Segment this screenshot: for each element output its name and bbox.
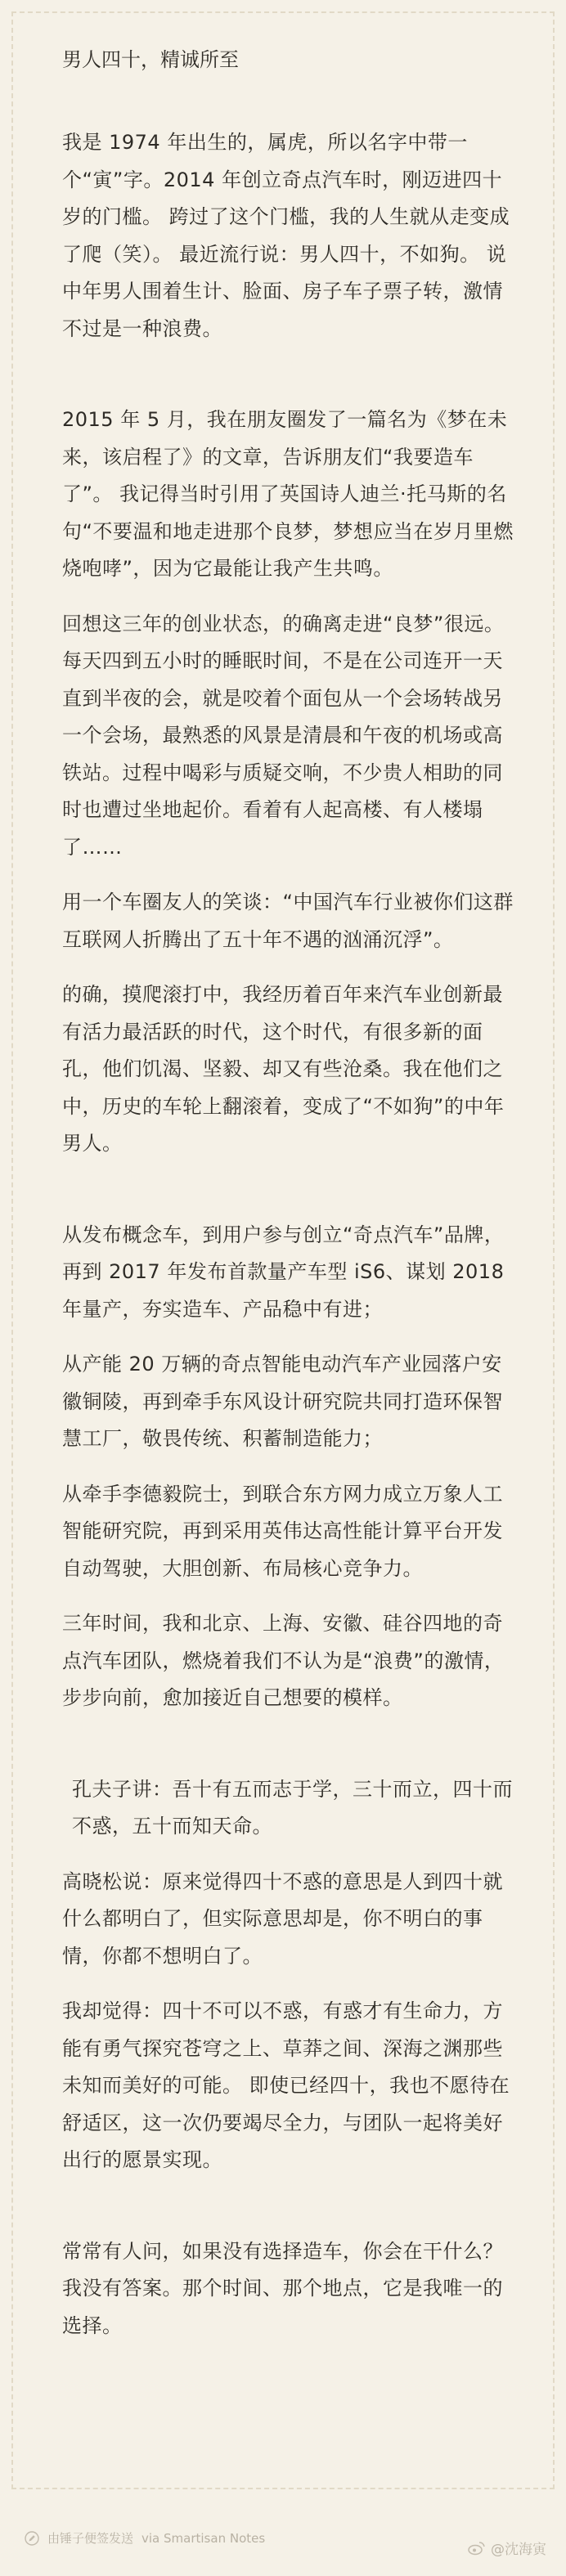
watermark [468, 2538, 546, 2558]
paragraph-7: 从产能 20 万辆的奇点智能电动汽车产业园落户安徽铜陵，再到牵手东风设计研究院共同打造环保智慧工厂，敬畏传统、积蓄制造能力； [62, 1353, 503, 1450]
app-name-label: via Smartisan Notes [142, 2530, 266, 2546]
paragraph-13: 常常有人问，如果没有选择造车，你会在干什么？我没有答案。那个时间、那个地点，它是我唯一的选择。 [62, 2239, 503, 2337]
note-title: 男人四十，精诚所至 [62, 48, 239, 71]
paragraph-8: 从牵手李德毅院士，到联合东方网力成立万象人工智能研究院，再到采用英伟达高性能计算平台开发自动驾驶，大胆创新、布局核心竞争力。 [62, 1482, 503, 1580]
sent-via-label: 由锤子便签发送 [47, 2531, 134, 2546]
paragraph-1: 我是 1974 年出生的，属虎，所以名字中带一个“寅”字。2014 年创立奇点汽车时，刚迈进四十岁的门槛。 跨过了这个门槛，我的人生就从走变成了爬（笑）。 最近流行说：男人四十，不如狗。 说中年男人围着生计、脸面、房子车子票子转，激情不过是一种浪费。 [62, 131, 510, 340]
paragraph-11: 高晓松说：原来觉得四十不惑的意思是人到四十就什么都明白了，但实际意思却是，你不明白的事情，你都不想明白了。 [62, 1869, 503, 1968]
weibo-icon [468, 2541, 486, 2556]
paragraph-3: 回想这三年的创业状态，的确离走进“良梦”很远。每天四到五小时的睡眠时间，不是在公司连开一天直到半夜的会，就是咬着个面包从一个会场转战另一个会场，最熟悉的风景是清晨和午夜的机场或高铁站。过程中喝彩与质疑交响，不少贵人相助的同时也遭过坐地起价。看着有人起高楼、有人楼塌了…… [62, 612, 505, 859]
paragraph-4: 用一个车圈友人的笑谈：“中国汽车行业被你们这群互联网人折腾出了五十年不遇的汹涌沉浮”。 [62, 891, 514, 951]
sent-via-note [25, 2529, 265, 2547]
paragraph-6: 从发布概念车，到用户参与创立“奇点汽车”品牌，再到 2017 年发布首款量产车型 iS6、谋划 2018 年量产，夯实造车、产品稳中有进； [62, 1223, 505, 1321]
paragraph-9: 三年时间，我和北京、上海、安徽、硅谷四地的奇点汽车团队，燃烧着我们不认为是“浪费”的激情，步步向前，愈加接近自己想要的模样。 [62, 1612, 505, 1709]
paragraph-12: 我却觉得：四十不可以不惑，有惑才有生命力，方能有勇气探究苍穹之上、草莽之间、深海之渊那些未知而美好的可能。 即使已经四十，我也不愿待在舒适区，这一次仍要竭尽全力，与团队一起将美好出行的愿景实现。 [62, 1999, 510, 2171]
note-footer [0, 2506, 566, 2576]
paragraph-5: 的确，摸爬滚打中，我经历着百年来汽车业创新最有活力最活跃的时代，这个时代，有很多新的面孔，他们饥渴、坚毅、却又有些沧桑。我在他们之中，历史的车轮上翻滚着，变成了“不如狗”的中年男人。 [62, 983, 505, 1155]
watermark-handle: @沈海寅 [491, 2542, 546, 2558]
pencil-icon [25, 2531, 39, 2546]
paragraph-10: 孔夫子讲：吾十有五而志于学，三十而立，四十而不惑，五十而知天命。 [72, 1777, 513, 1838]
note-content [62, 46, 520, 2345]
paragraph-2: 2015 年 5 月，我在朋友圈发了一篇名为《梦在未来，该启程了》的文章，告诉朋友们“我要造车了”。 我记得当时引用了英国诗人迪兰·托马斯的名句“不要温和地走进那个良梦，梦想应当在岁月里燃烧咆哮”，因为它最能让我产生共鸣。 [62, 408, 514, 580]
